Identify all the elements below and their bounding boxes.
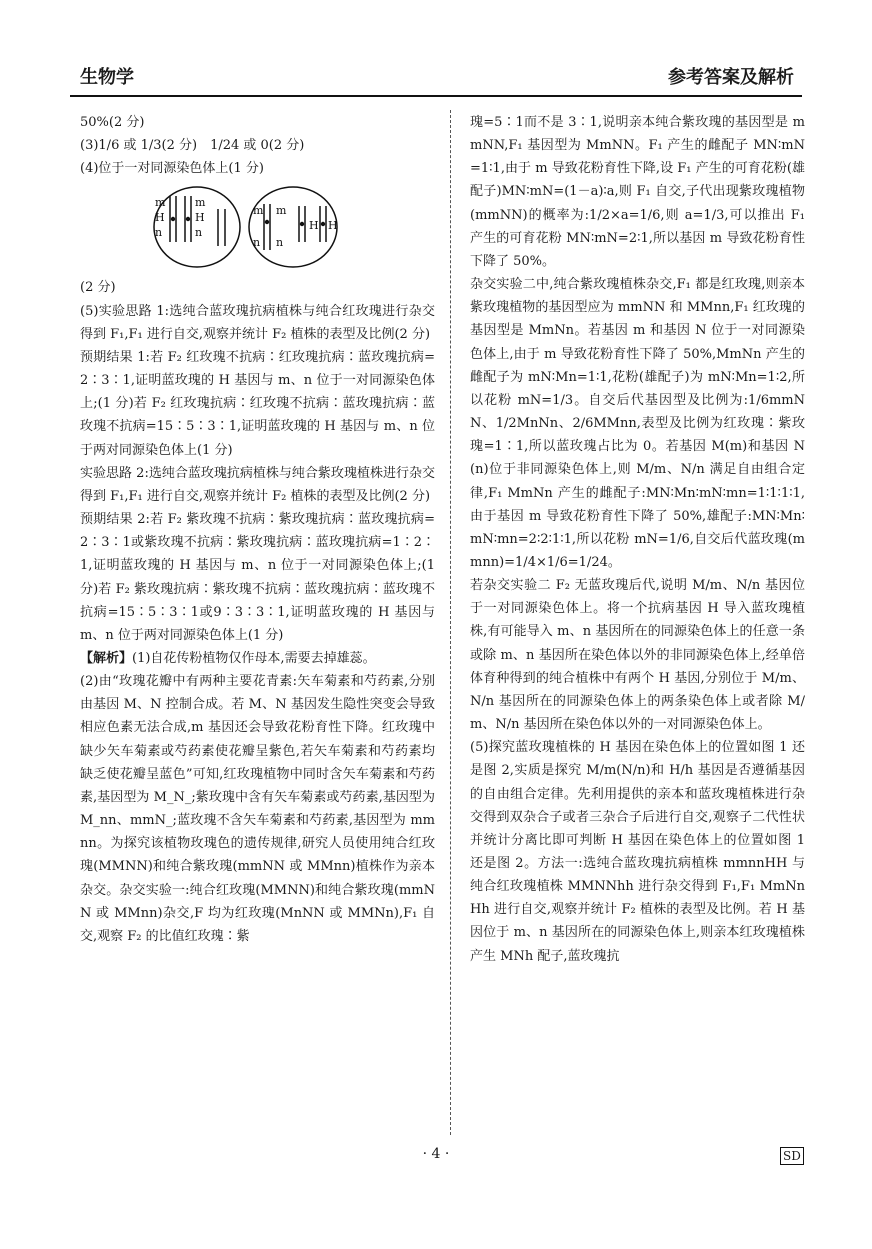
answer-paragraph: 实验思路 2:选纯合蓝玫瑰抗病植株与纯合紫玫瑰植株进行杂交得到 F₁,F₁ 进行自交,观察并统计 F₂ 植株的表型及比例(2 分) bbox=[80, 465, 435, 504]
chromosome-figure bbox=[80, 180, 435, 276]
page-number: · 4 · bbox=[422, 1146, 450, 1162]
cell2-allele: m bbox=[253, 204, 264, 218]
answer-paragraph: (5)实验思路 1:选纯合蓝玫瑰抗病植株与纯合红玫瑰进行杂交得到 F₁,F₁ 进行自交,观察并统计 F₂ 植株的表型及比例(2 分) bbox=[80, 303, 435, 342]
answer-paragraph: 预期结果 2:若 F₂ 紫玫瑰不抗病∶紫玫瑰抗病∶蓝玫瑰抗病=2∶3∶1或紫玫瑰不抗病∶紫玫瑰抗病∶蓝玫瑰抗病=1∶2∶1,证明蓝玫瑰的 H 基因与 m、n 位于一对同源染色体上;(1 分)若 F₂ 紫玫瑰抗病∶紫玫瑰不抗病∶蓝玫瑰抗病∶蓝玫瑰不抗病=15∶5∶3∶1或9∶3∶3∶1,证明蓝玫瑰的 H 基因与 m、n 位于两对同源染色体上(1 分) bbox=[80, 512, 435, 643]
answer-line: 50%(2 分) bbox=[80, 115, 145, 130]
analysis-paragraph: 杂交实验二中,纯合紫玫瑰植株杂交,F₁ 都是红玫瑰,则亲本紫玫瑰植物的基因型应为 mmNN 和 MMnn,F₁ 红玫瑰的基因型是 MmNn。若基因 m 和基因 N 位于一对同源染色体上,由于 m 导致花粉育性下降了 50%,MmNn 产生的雌配子为 mN∶Mn=1∶1,花粉(雄配子)为 mN∶Mn=1∶2,所以花粉 mN=1/3。自交后代基因型及比例为:1/6mmNN、1/2MnNn、2/6MMnn,表型及比例为红玫瑰∶紫玫瑰=1∶1,所以蓝玫瑰占比为 0。若基因 M(m)和基因 N(n)位于非同源染色体上,则 M/m、N/n 满足自由组合定律,F₁ MmNn 产生的雌配子:MN∶Mn∶mN∶mn=1∶1∶1∶1,由于基因 m 导致花粉育性下降了 50%,雄配子:MN∶Mn∶mN∶mn=2∶2∶1∶1,所以花粉 mN=1/6,自交后代蓝玫瑰(mmnn)=1/4×1/6=1/24。 bbox=[470, 277, 805, 570]
cell2-allele: n bbox=[276, 236, 284, 250]
cell2-allele: H bbox=[309, 219, 319, 233]
analysis-paragraph: (5)探究蓝玫瑰植株的 H 基因在染色体上的位置如图 1 还是图 2,实质是探究 M/m(N/n)和 H/h 基因是否遵循基因的自由组合定律。先利用提供的亲本和蓝玫瑰植株进行杂交得到双杂合子或者三杂合子后进行自交,观察子二代性状并统计分离比即可判断 H 基因在染色体上的位置如图 1 还是图 2。方法一:选纯合蓝玫瑰抗病植株 mmnnHH 与纯合红玫瑰植株 MMNNhh 进行杂交得到 F₁,F₁ MmNnHh 进行自交,观察并统计 F₂ 植株的表型及比例。若 H 基因位于 m、n 基因所在的同源染色体上,则亲本红玫瑰植株产生 MNh 配子,蓝玫瑰抗 bbox=[470, 740, 805, 964]
analysis-paragraph bbox=[80, 647, 435, 670]
cell1-allele: n bbox=[195, 226, 203, 240]
analysis-text: (1)自花传粉植物仅作母本,需要去掉雄蕊。 bbox=[132, 650, 376, 666]
answer-paragraph: 预期结果 1:若 F₂ 红玫瑰不抗病∶红玫瑰抗病∶蓝玫瑰抗病=2∶3∶1,证明蓝玫瑰的 H 基因与 m、n 位于一对同源染色体上;(1 分)若 F₂ 红玫瑰抗病∶红玫瑰不抗病∶蓝玫瑰抗病∶蓝玫瑰不抗病=15∶5∶3∶1,证明蓝玫瑰的 H 基因与 m、n 位于两对同源染色体上(1 分) bbox=[80, 349, 435, 458]
right-column bbox=[470, 111, 805, 968]
cell2-allele: H bbox=[328, 219, 338, 233]
analysis-paragraph: 若杂交实验二 F₂ 无蓝玫瑰后代,说明 M/m、N/n 基因位于一对同源染色体上。将一个抗病基因 H 导入蓝玫瑰植株,有可能导入 m、n 基因所在的同源染色体上的任意一条或除 m、n 基因所在染色体以外的非同源染色体上,经单倍体育种得到的纯合植株中有两个 H 基因,分别位于 M/m、N/n 基因所在的同源染色体上的两条染色体上或者除 M/m、N/n 基因所在染色体以外的一对同源染色体上。 bbox=[470, 578, 805, 733]
subject-title: 生物学 bbox=[80, 67, 134, 88]
chromosome-diagram bbox=[152, 184, 342, 270]
left-column bbox=[80, 111, 435, 948]
cell1-allele: H bbox=[155, 211, 165, 225]
answer-line: (4)位于一对同源染色体上(1 分) bbox=[80, 161, 264, 177]
analysis-paragraph: 瑰=5∶1而不是 3∶1,说明亲本纯合紫玫瑰的基因型是 mmNN,F₁ 基因型为 MmNN。F₁ 产生的雌配子 MN∶mN=1∶1,由于 m 导致花粉育性下降,设 F₁ 产生的可育花粉(雄配子)MN∶mN=(1－a)∶a,则 F₁ 自交,子代出现紫玫瑰植物(mmNN)的概率为:1/2×a=1/6,则 a=1/3,可以推出 F₁ 产生的可育花粉 MN∶mN=2∶1,所以基因 m 导致花粉育性下降了 50%。 bbox=[470, 115, 805, 269]
cell1-allele: m bbox=[195, 196, 206, 210]
answer-line: (3)1/6 或 1/3(2 分) 1/24 或 0(2 分) bbox=[80, 138, 305, 154]
cell1-allele: H bbox=[195, 211, 205, 225]
cell1-allele: m bbox=[155, 196, 166, 210]
analysis-label: 【解析】 bbox=[80, 650, 133, 666]
section-title: 参考答案及解析 bbox=[668, 67, 794, 88]
answer-line: (2 分) bbox=[80, 280, 116, 296]
edition-badge: SD bbox=[780, 1147, 804, 1165]
column-divider bbox=[450, 110, 451, 1135]
cell1-allele: n bbox=[155, 226, 163, 240]
analysis-paragraph: (2)由“玫瑰花瓣中有两种主要花青素:矢车菊素和芍药素,分别由基因 M、N 控制合成。若 M、N 基因发生隐性突变会导致相应色素无法合成,m 基因还会导致花粉育性下降。红玫瑰中缺少矢车菊素或芍药素使花瓣呈紫色,若矢车菊素和芍药素均缺乏使花瓣呈蓝色”可知,红玫瑰植物中同时含矢车菊素和芍药素,基因型为 M_N_;紫玫瑰中含有矢车菊素或芍药素,基因型为 M_nn、mmN_;蓝玫瑰不含矢车菊素和芍药素,基因型为 mmnn。为探究该植物玫瑰色的遗传规律,研究人员使用纯合红玫瑰(MMNN)和纯合紫玫瑰(mmNN 或 MMnn)植株作为亲本杂交。杂交实验一:纯合红玫瑰(MMNN)和纯合紫玫瑰(mmNN 或 MMnn)杂交,F 均为红玫瑰(MnNN 或 MMNn),F₁ 自交,观察 F₂ 的比值红玫瑰∶紫 bbox=[80, 674, 435, 944]
cell2-allele: m bbox=[276, 204, 287, 218]
cell2-allele: n bbox=[253, 236, 261, 250]
header-rule bbox=[70, 95, 802, 97]
